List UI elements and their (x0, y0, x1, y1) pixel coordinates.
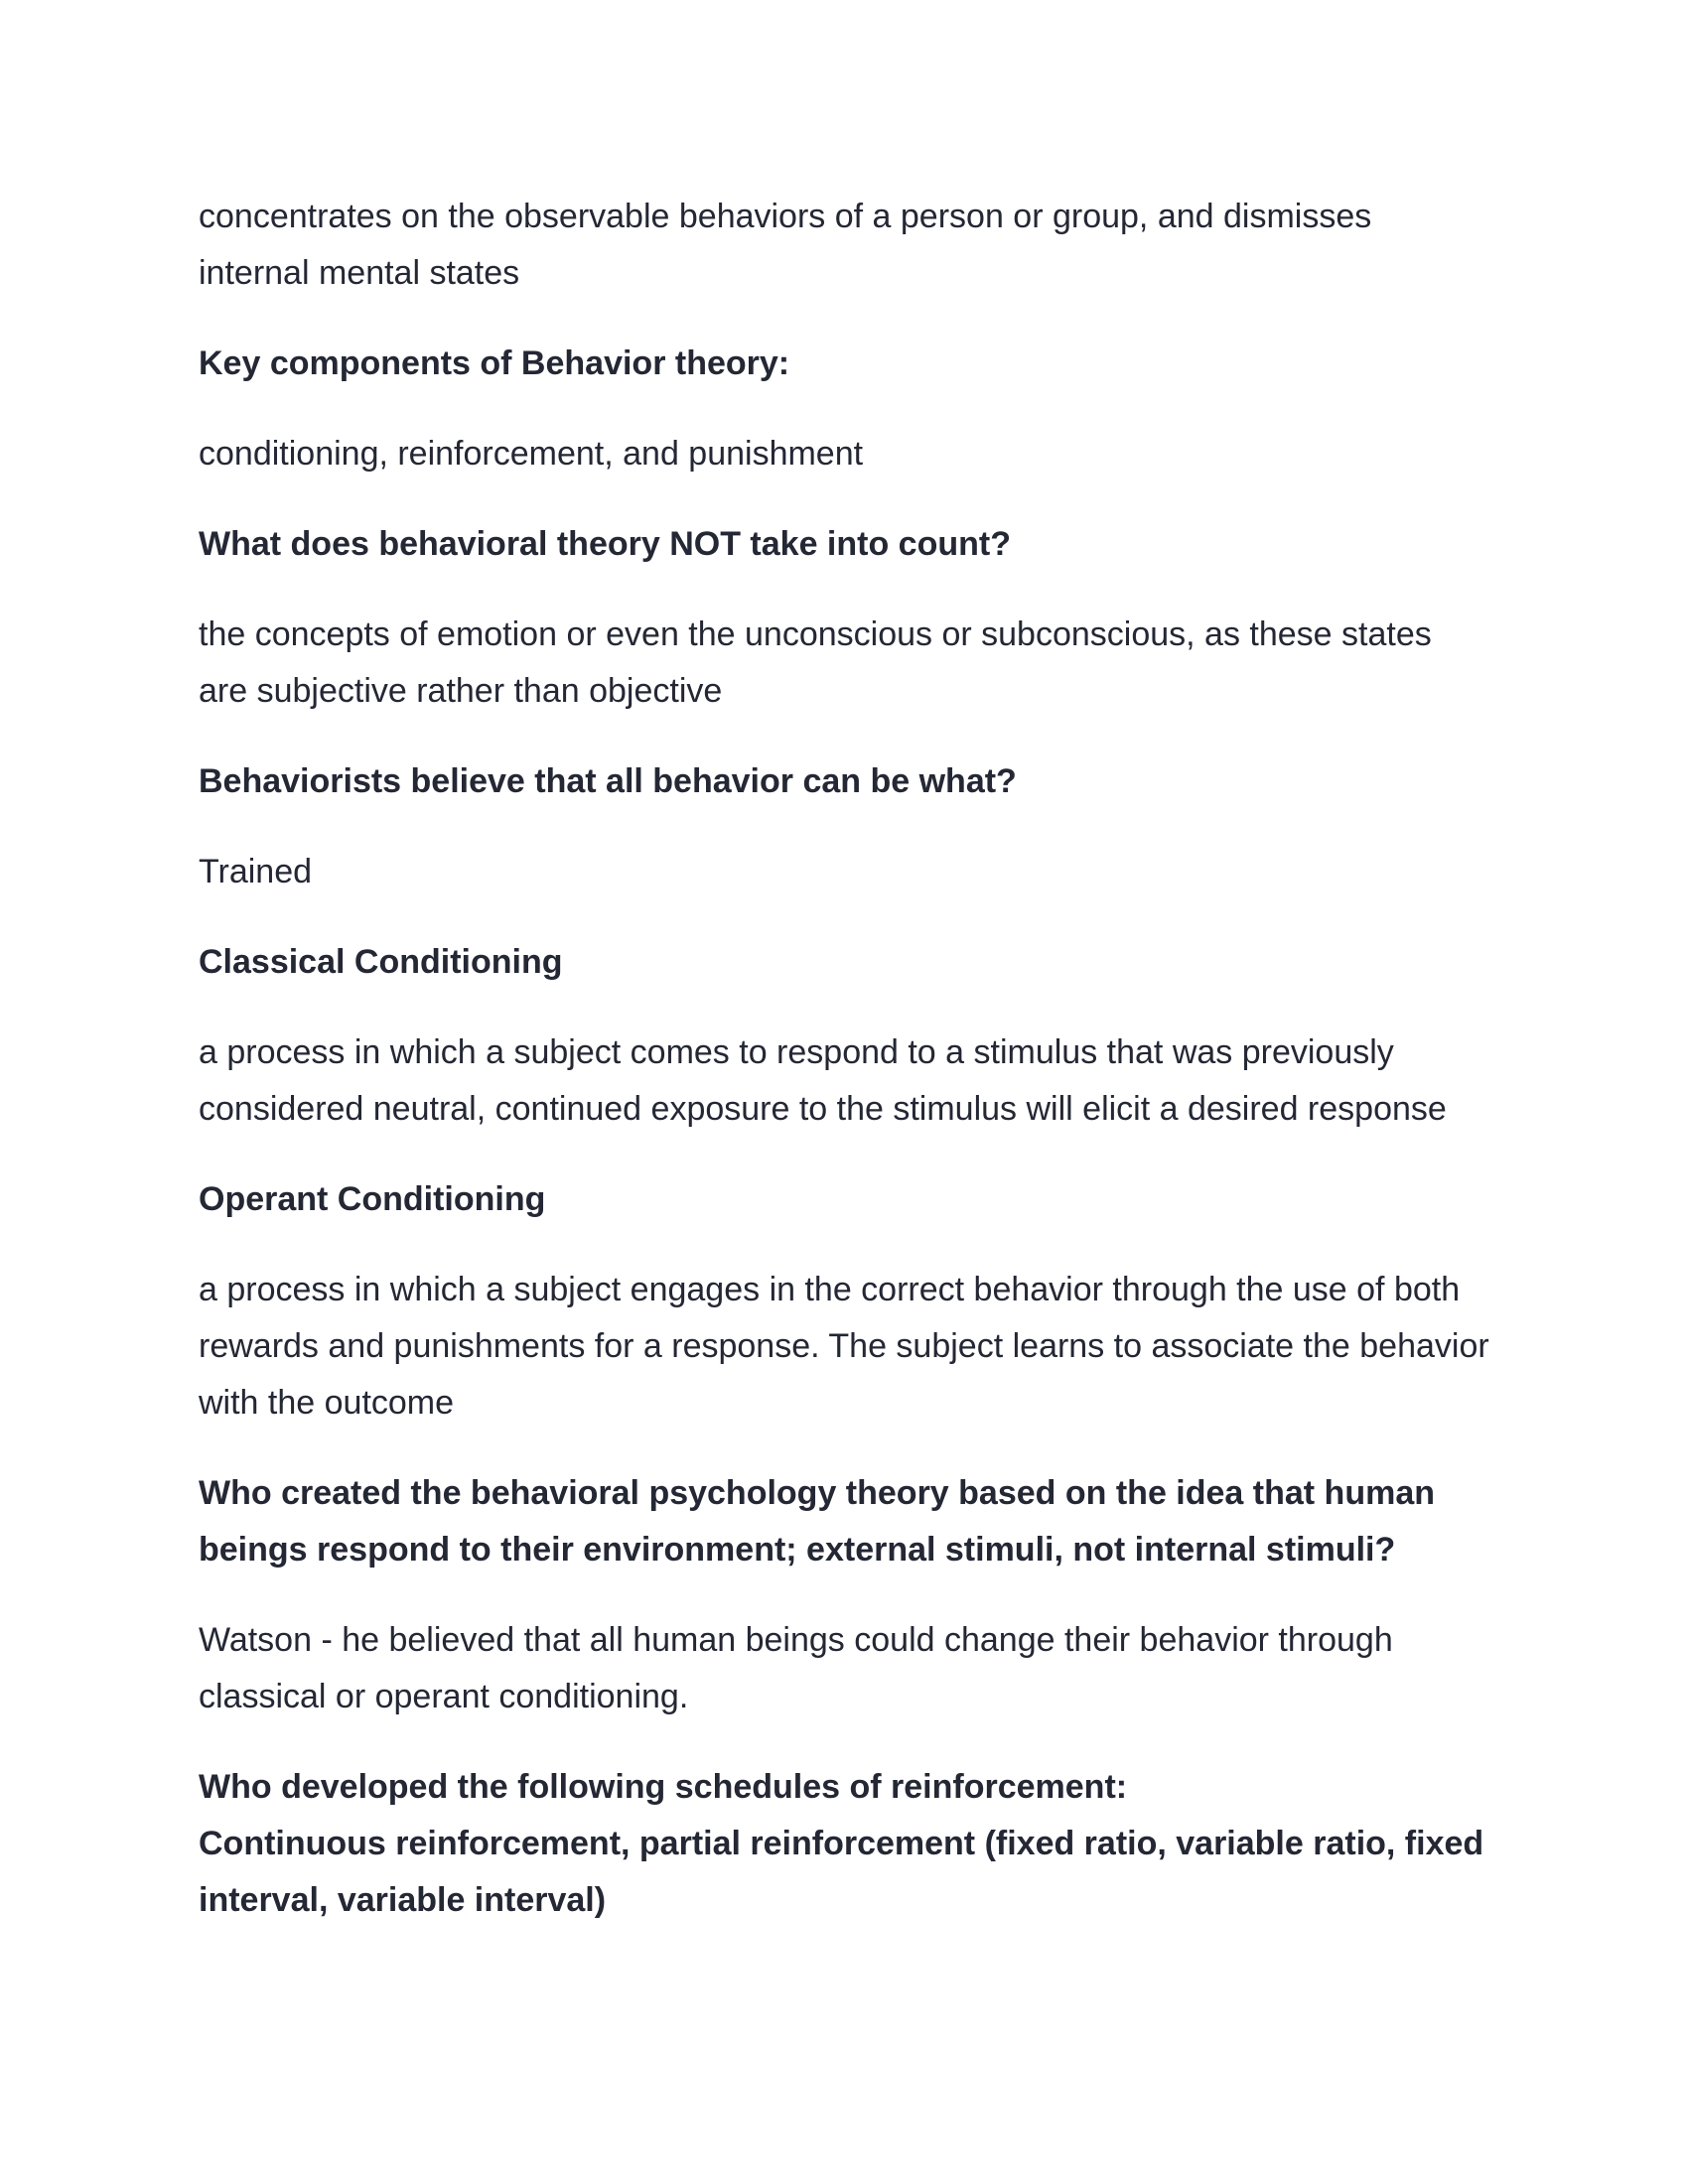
answer-text: conditioning, reinforcement, and punishment (199, 435, 864, 473)
document-page (199, 189, 1489, 1963)
question-heading: Behaviorists believe that all behavior can be what? (199, 762, 1017, 800)
answer-text: concentrates on the observable behaviors of a person or group, and dismisses internal mental states (199, 198, 1372, 292)
question-line: Continuous reinforcement, partial reinforcement (fixed ratio, variable ratio, fixed interval, variable interval) (199, 1825, 1484, 1919)
question-heading: Key components of Behavior theory: (199, 344, 790, 382)
answer-text: the concepts of emotion or even the unconscious or subconscious, as these states are subjective rather than objective (199, 615, 1432, 710)
answer-text: Trained (199, 853, 313, 890)
question-heading: Operant Conditioning (199, 1180, 546, 1218)
question-line: Who developed the following schedules of reinforcement: (199, 1768, 1128, 1806)
answer-text: a process in which a subject comes to respond to a stimulus that was previously considered neutral, continued exposure to the stimulus will elicit a desired response (199, 1033, 1447, 1128)
answer-text: Watson - he believed that all human beings could change their behavior through classical or operant conditioning. (199, 1621, 1393, 1715)
question-heading: Who created the behavioral psychology theory based on the idea that human beings respond to their environment; external stimuli, not internal stimuli? (199, 1474, 1436, 1569)
answer-text: a process in which a subject engages in the correct behavior through the use of both rewards and punishments for a response. The subject learns to associate the behavior with the outcome (199, 1271, 1489, 1422)
question-heading (199, 1759, 1489, 1929)
question-heading: What does behavioral theory NOT take into count? (199, 525, 1011, 563)
question-heading: Classical Conditioning (199, 943, 563, 981)
